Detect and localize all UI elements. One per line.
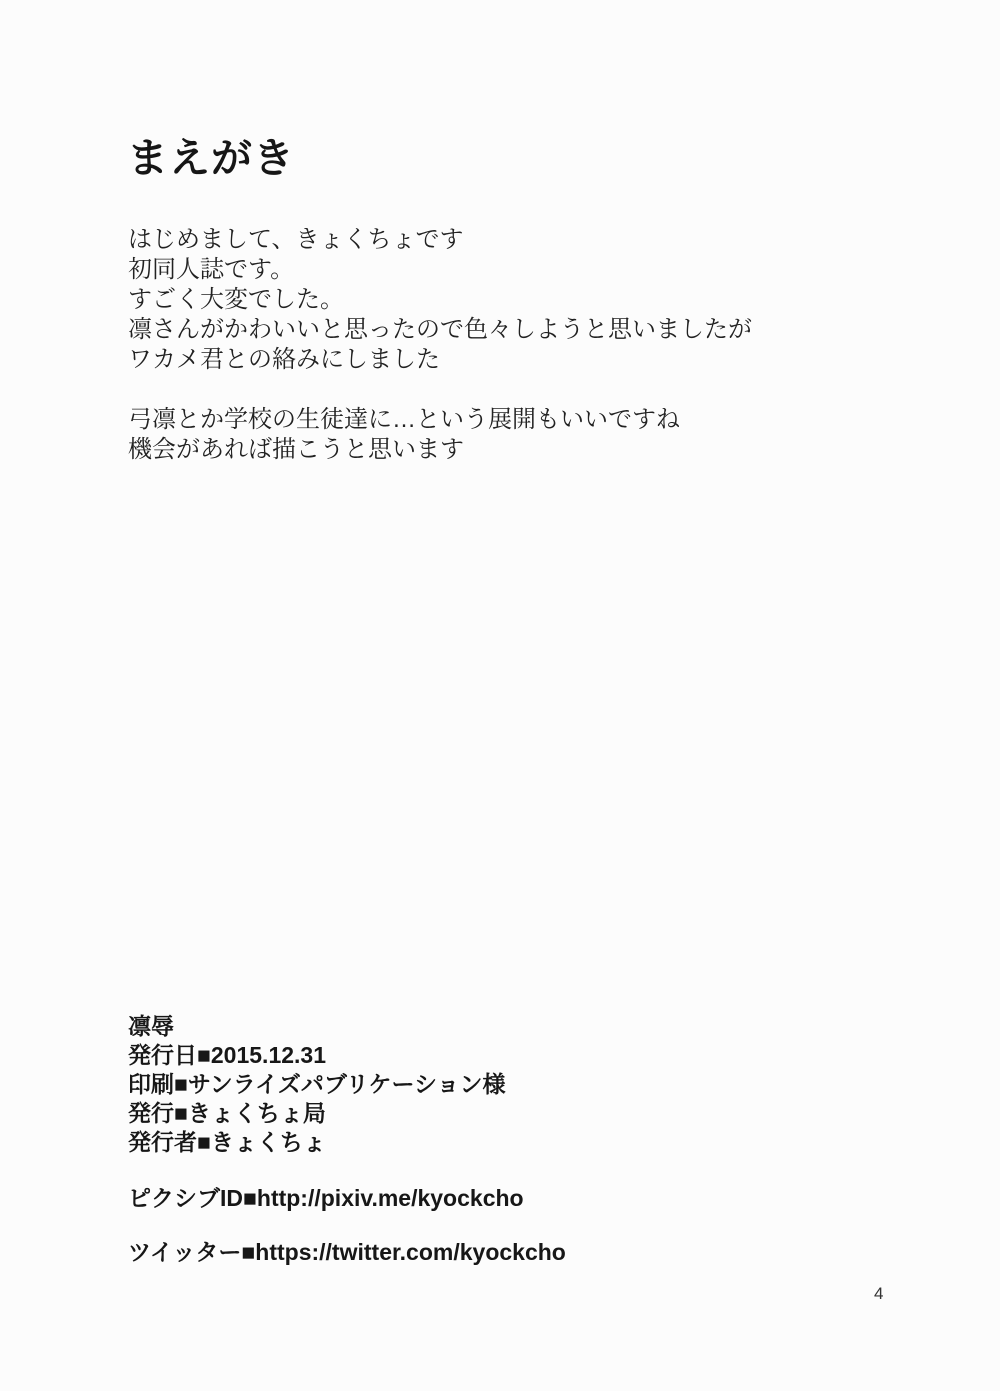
colophon-work-title: 凛辱 bbox=[128, 1013, 174, 1039]
foreword-text-block bbox=[128, 225, 752, 465]
page-title: まえがき bbox=[127, 135, 295, 181]
colophon-publisher-circle-line: 発行■きょくちょ局 bbox=[128, 1100, 326, 1126]
text-line: 初同人誌です。 bbox=[128, 256, 295, 283]
colophon-printer-line: 印刷■サンライズパブリケーション様 bbox=[128, 1071, 506, 1097]
foreword-paragraph-2 bbox=[128, 405, 752, 465]
text-line: 弓凛とか学校の生徒達に…という展開もいいですね bbox=[128, 406, 680, 433]
text-line: はじめまして、きょくちょです bbox=[128, 226, 464, 253]
colophon-block bbox=[128, 1012, 506, 1157]
twitter-url-line: ツイッター■https://twitter.com/kyockcho bbox=[128, 1239, 566, 1265]
text-line: 機会があれば描こうと思います bbox=[128, 436, 464, 463]
foreword-paragraph-1 bbox=[128, 225, 752, 375]
text-line: ワカメ君との絡みにしました bbox=[128, 346, 440, 373]
page-number: 4 bbox=[874, 1284, 884, 1303]
text-line: 凛さんがかわいいと思ったので色々しようと思いましたが bbox=[128, 316, 752, 343]
colophon-author-line: 発行者■きょくちょ bbox=[128, 1129, 326, 1155]
pixiv-url-line: ピクシブID■http://pixiv.me/kyockcho bbox=[128, 1185, 524, 1211]
text-line: すごく大変でした。 bbox=[128, 286, 344, 313]
colophon-publication-date-line: 発行日■2015.12.31 bbox=[128, 1042, 327, 1068]
